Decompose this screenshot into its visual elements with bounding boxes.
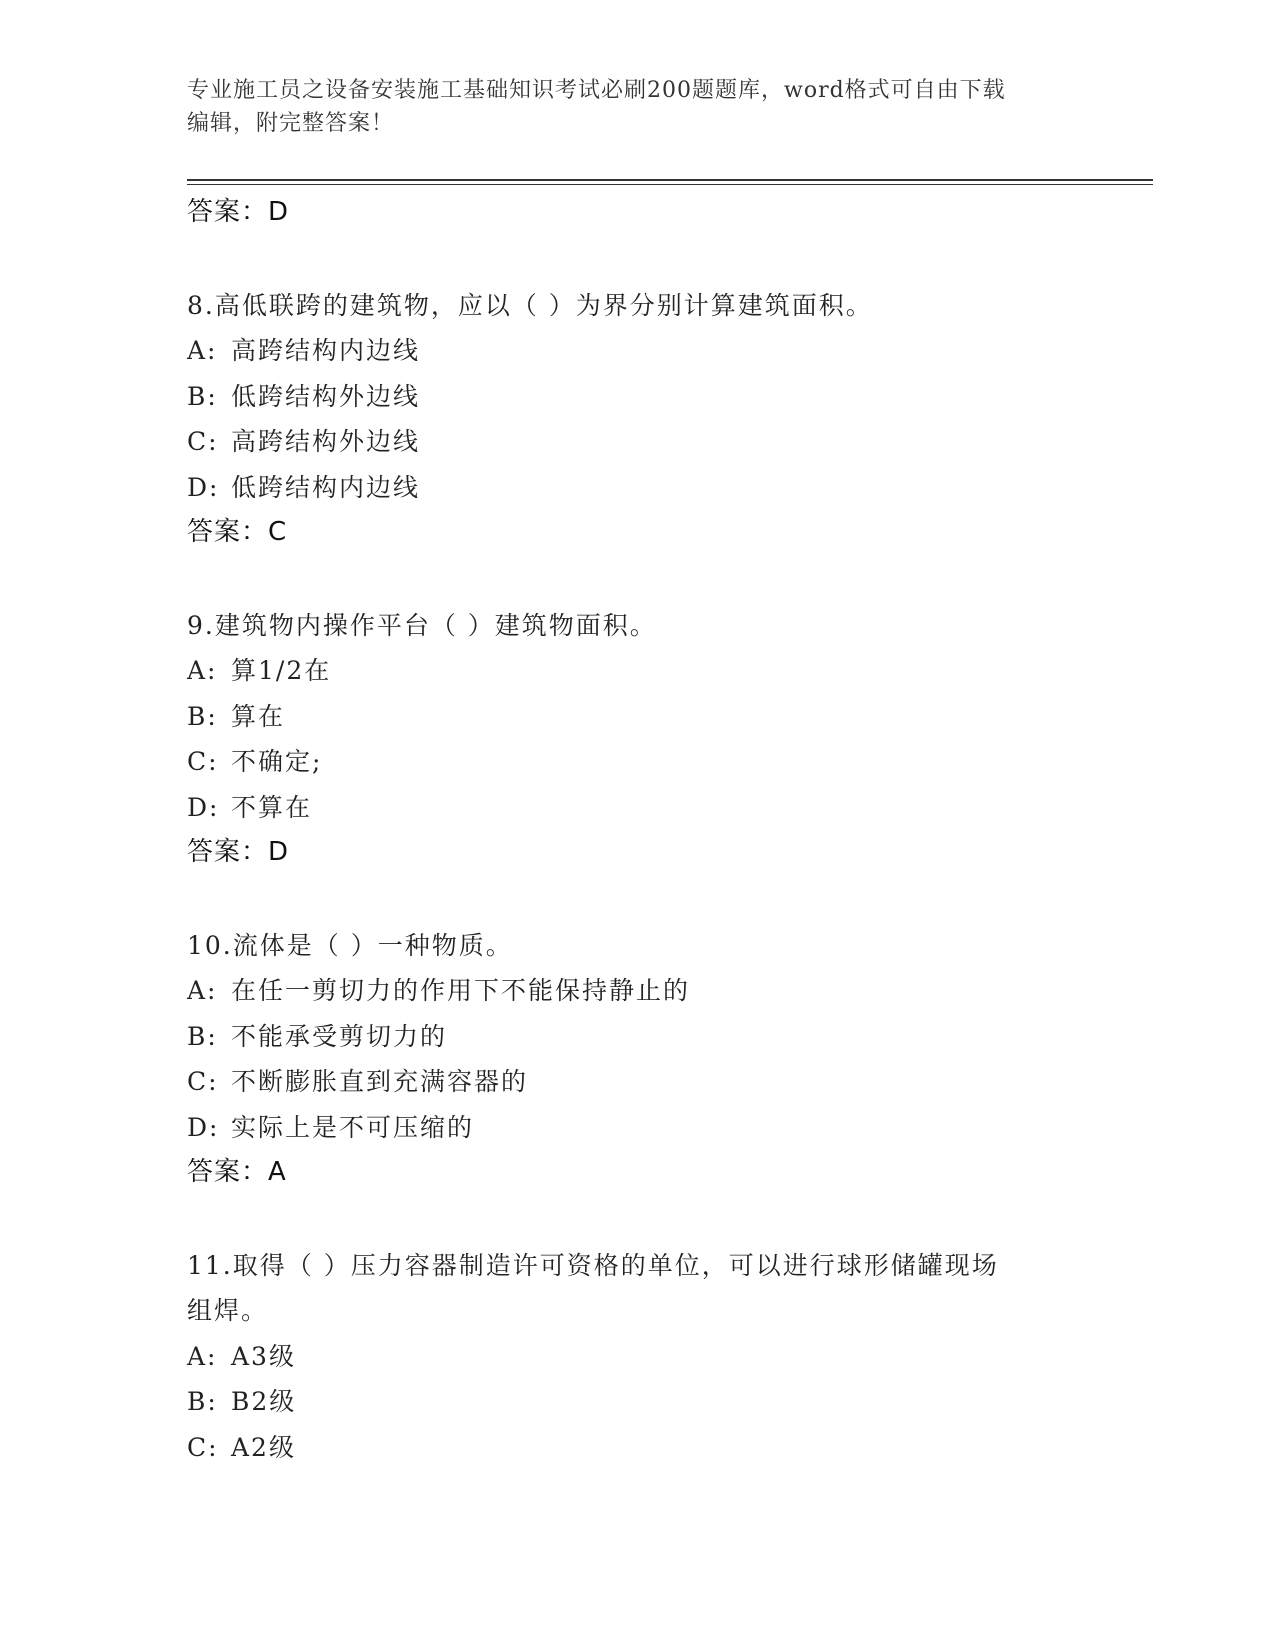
answer-line: 答案：D bbox=[187, 197, 290, 227]
answer-line: 答案：D bbox=[187, 837, 290, 867]
option-text: 算1/2在 bbox=[231, 656, 332, 685]
option-c bbox=[187, 419, 1087, 465]
option-b bbox=[187, 1379, 1087, 1425]
header-line-2: 编辑，附完整答案！ bbox=[187, 111, 395, 136]
option-a bbox=[187, 328, 1087, 374]
document-body bbox=[187, 190, 1087, 1470]
option-label: A: bbox=[187, 336, 218, 365]
option-a bbox=[187, 968, 1087, 1014]
option-text: 不算在 bbox=[231, 792, 313, 822]
option-text: 低跨结构内边线 bbox=[231, 472, 421, 502]
option-text: 算在 bbox=[231, 701, 286, 731]
option-text: 不能承受剪切力的 bbox=[231, 1021, 448, 1051]
question-stem-continued: 组焊。 bbox=[187, 1296, 269, 1325]
option-d bbox=[187, 1105, 1087, 1151]
option-label: B: bbox=[187, 1021, 218, 1051]
option-a bbox=[187, 648, 1087, 694]
option-c bbox=[187, 1425, 1087, 1471]
question-stem: 9.建筑物内操作平台（ ）建筑物面积。 bbox=[187, 610, 657, 640]
option-label: B: bbox=[187, 1387, 218, 1416]
question-block bbox=[187, 603, 1087, 876]
option-label: A: bbox=[187, 656, 218, 685]
option-c bbox=[187, 1059, 1087, 1105]
option-text: 不确定; bbox=[231, 747, 323, 776]
option-label: A: bbox=[187, 1341, 218, 1371]
question-stem: 8.高低联跨的建筑物，应以（ ）为界分别计算建筑面积。 bbox=[187, 290, 873, 320]
option-label: C: bbox=[187, 747, 219, 776]
header-line-1: 专业施工员之设备安装施工基础知识考试必刷200题题库，word格式可自由下载 bbox=[187, 78, 1006, 103]
option-text: A3级 bbox=[231, 1341, 296, 1371]
option-text: 低跨结构外边线 bbox=[231, 381, 421, 411]
option-text: 在任一剪切力的作用下不能保持静止的 bbox=[231, 976, 691, 1005]
question-block bbox=[187, 283, 1087, 556]
question-stem: 10.流体是（ ）一种物质。 bbox=[187, 930, 513, 960]
question-block bbox=[187, 923, 1087, 1196]
header-divider-thick bbox=[187, 179, 1153, 181]
option-b bbox=[187, 374, 1087, 420]
question-stem: 11.取得（ ）压力容器制造许可资格的单位，可以进行球形储罐现场 bbox=[187, 1250, 999, 1280]
spacer bbox=[187, 236, 1087, 283]
option-text: 实际上是不可压缩的 bbox=[231, 1112, 475, 1142]
option-d bbox=[187, 785, 1087, 831]
option-b bbox=[187, 694, 1087, 740]
option-text: 不断膨胀直到充满容器的 bbox=[231, 1067, 529, 1096]
answer-line: 答案：C bbox=[187, 517, 288, 547]
option-label: C: bbox=[187, 1432, 219, 1462]
option-text: A2级 bbox=[231, 1432, 296, 1462]
option-a bbox=[187, 1334, 1087, 1380]
question-block bbox=[187, 1243, 1087, 1471]
option-label: A: bbox=[187, 976, 218, 1005]
answer-line: 答案：A bbox=[187, 1157, 287, 1187]
header-divider-thin bbox=[187, 184, 1153, 185]
spacer bbox=[187, 876, 1087, 923]
option-text: 高跨结构内边线 bbox=[231, 336, 421, 365]
option-label: C: bbox=[187, 1067, 219, 1096]
option-label: B: bbox=[187, 701, 218, 731]
option-c bbox=[187, 739, 1087, 785]
option-label: C: bbox=[187, 427, 219, 456]
spacer bbox=[187, 1196, 1087, 1243]
option-d bbox=[187, 465, 1087, 511]
option-label: B: bbox=[187, 381, 218, 411]
option-b bbox=[187, 1014, 1087, 1060]
page-header bbox=[187, 74, 1077, 140]
spacer bbox=[187, 556, 1087, 603]
option-label: D: bbox=[187, 1112, 220, 1142]
option-label: D: bbox=[187, 792, 220, 822]
option-label: D: bbox=[187, 472, 220, 502]
option-text: 高跨结构外边线 bbox=[231, 427, 421, 456]
option-text: B2级 bbox=[231, 1387, 297, 1416]
